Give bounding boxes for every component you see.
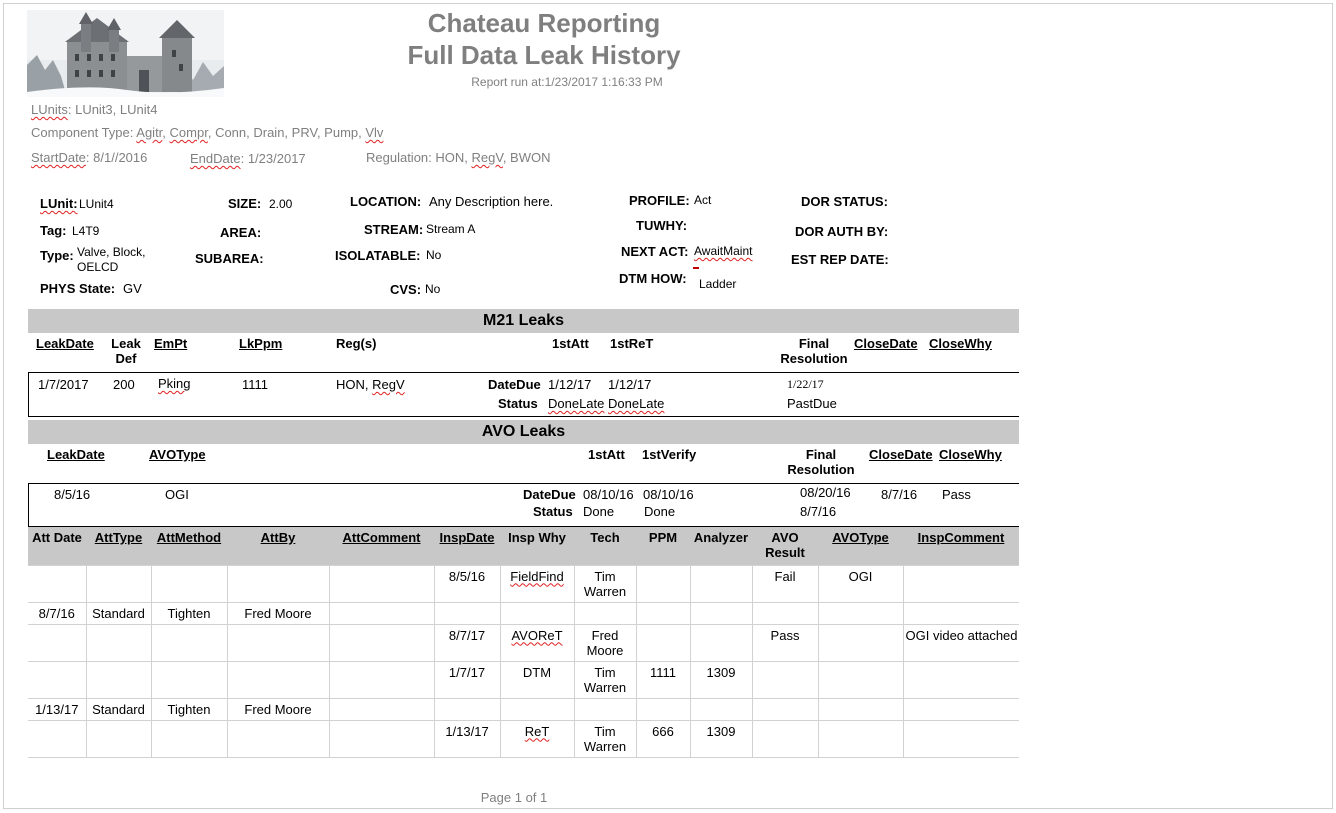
filter-regulation [366,150,551,165]
m21-col-leakdef [106,336,146,366]
cell-att-comment [329,720,434,757]
col-avo-type: AVOType [818,527,903,565]
tuwhy-label: TUWHY: [636,218,688,233]
cell-insp-why: DTM [500,661,574,698]
filter-component-type: Component Type: Agitr, Compr, Conn, Drain, PRV, Pump, Vlv [31,125,384,140]
cell-analyzer [690,565,752,602]
tag-label: Tag: [40,223,67,238]
cell-insp-why [500,698,574,720]
cell-att-method: Tighten [151,602,227,624]
cell-avo-result [752,602,818,624]
cell-avo-result: Fail [752,565,818,602]
table-row [28,720,1019,757]
cell-insp-comment: OGI video attached [903,624,1019,661]
profile-value: Act [694,193,712,207]
cell-insp-comment [903,661,1019,698]
m21-col-final-line1: Final [798,336,830,351]
table-row [28,698,1019,720]
filter-component-agitr: Agitr [136,125,163,140]
m21-leaks-header: M21 Leaks [28,309,1019,333]
cell-avo-type [818,602,903,624]
m21-row-regs-hon: HON, [336,377,373,392]
col-insp-why: Insp Why [500,527,574,565]
avo-row-leakdate: 8/5/16 [54,487,91,502]
m21-row-final-due: 1/22/17 [787,377,824,391]
cell-avo-type [818,720,903,757]
m21-row-att-status: DoneLate [548,396,605,411]
m21-col-regs: Reg(s) [336,336,377,351]
cell-att-method [151,661,227,698]
dor-auth-label: DOR AUTH BY: [795,224,889,239]
m21-col-1statt: 1stAtt [552,336,589,351]
m21-col-empt: EmPt [154,336,188,351]
col-att-comment: AttComment [329,527,434,565]
cell-avo-result: Pass [752,624,818,661]
cell-att-by [227,720,329,757]
cell-att-type [86,661,151,698]
phys-state-label: PHYS State: [40,281,116,296]
stream-value: Stream A [426,222,476,236]
filter-lunits-value: : LUnit3, LUnit4 [67,102,158,117]
table-row [28,661,1019,698]
avo-col-closewhy: CloseWhy [939,447,1002,462]
cell-avo-type [818,698,903,720]
spell-mark-icon [693,267,699,269]
cell-att-type [86,624,151,661]
next-act-value: AwaitMaint [694,244,753,258]
cell-insp-comment [903,602,1019,624]
stream-label: STREAM: [364,222,424,237]
cell-att-by [227,565,329,602]
location-value: Any Description here. [429,194,554,209]
filter-start-date [31,150,147,165]
filter-end-date [190,151,306,166]
cell-att-comment [329,624,434,661]
filter-end-value: : 1/23/2017 [240,151,306,166]
m21-row-final-status: PastDue [787,396,837,411]
m21-col-final-line2: Resolution [780,351,848,366]
cell-avo-result [752,661,818,698]
attempts-table [28,527,1019,758]
col-att-type: AttType [86,527,151,565]
report-title-2: Full Data Leak History [407,40,681,70]
cell-att-date: 1/13/17 [28,698,86,720]
avo-row-att-due: 08/10/16 [583,487,634,502]
col-insp-date: InspDate [434,527,500,565]
cell-tech: Fred Moore [574,624,636,661]
m21-row-status-label: Status [498,396,538,411]
cell-tech [574,698,636,720]
cell-ppm [636,698,690,720]
avo-row-att-status: Done [583,504,615,519]
cell-ppm [636,565,690,602]
cell-att-type [86,720,151,757]
m21-col-closedate: CloseDate [854,336,918,351]
lunit-value: LUnit4 [79,197,114,211]
m21-col-leakdef-line1: Leak [111,336,141,351]
avo-col-final-resolution [783,447,859,477]
subarea-label: SUBAREA: [195,251,264,266]
avo-col-1stverify: 1stVerify [642,447,697,462]
filter-lunits [31,102,157,117]
cell-insp-date: 1/13/17 [434,720,500,757]
m21-row-regs [336,377,405,392]
cell-att-date [28,624,86,661]
filter-regulation-label: Regulation: HON, [366,150,472,165]
phys-state-value: GV [123,281,142,296]
col-analyzer: Analyzer [690,527,752,565]
cell-avo-result [752,720,818,757]
m21-col-leakdef-line2: Def [115,351,137,366]
dor-status-label: DOR STATUS: [801,194,888,209]
size-value: 2.00 [269,197,293,211]
cell-att-by [227,624,329,661]
cvs-value: No [425,282,441,296]
isolatable-value: No [426,248,442,262]
cell-att-by: Fred Moore [227,602,329,624]
location-label: LOCATION: [350,194,422,209]
page-number: Page 1 of 1 [480,790,548,805]
filter-end-label: EndDate [190,151,241,166]
avo-col-leakdate: LeakDate [47,447,105,462]
table-row [28,602,1019,624]
report-title-1: Chateau Reporting [427,8,661,38]
cell-att-date [28,565,86,602]
type-value-2: OELCD [77,260,119,274]
lunit-label: LUnit: [40,196,78,211]
cvs-label: CVS: [390,282,422,297]
avo-row-final-status: 8/7/16 [800,504,837,519]
cell-att-type [86,565,151,602]
avo-col-1statt: 1stAtt [588,447,625,462]
filter-regulation-regv: RegV [471,150,503,165]
cell-att-comment [329,661,434,698]
cell-ppm [636,602,690,624]
dtm-how-label: DTM HOW: [619,271,687,286]
avo-col-avotype: AVOType [149,447,206,462]
table-row [28,624,1019,661]
cell-insp-why [500,602,574,624]
cell-ppm [636,624,690,661]
cell-att-type: Standard [86,698,151,720]
col-att-date: Att Date [28,527,86,565]
avo-col-final-line1: Final [805,447,837,462]
m21-col-1stret: 1stReT [610,336,654,351]
cell-analyzer [690,698,752,720]
table-row [28,565,1019,602]
castle-logo-image [27,10,224,97]
m21-row-empt: Pking [158,376,191,391]
filter-start-label: StartDate [31,150,86,165]
cell-att-type: Standard [86,602,151,624]
cell-insp-why: ReT [500,720,574,757]
cell-insp-comment [903,565,1019,602]
cell-att-by [227,661,329,698]
size-label: SIZE: [228,196,262,211]
cell-insp-date [434,698,500,720]
type-value-1: Valve, Block, [77,245,146,259]
profile-label: PROFILE: [629,193,690,208]
tag-value: L4T9 [72,224,100,238]
cell-insp-why: FieldFind [500,565,574,602]
col-avo-result: AVO Result [752,527,818,565]
avo-col-final-line2: Resolution [787,462,855,477]
cell-tech: Tim Warren [574,565,636,602]
cell-tech: Tim Warren [574,720,636,757]
m21-row-leakdef: 200 [113,377,135,392]
cell-avo-type [818,624,903,661]
m21-col-closewhy: CloseWhy [929,336,992,351]
filter-lunits-label: LUnits [31,102,68,117]
cell-att-date: 8/7/16 [28,602,86,624]
avo-row-status-label: Status [533,504,573,519]
m21-row-leakdate: 1/7/2017 [38,377,89,392]
cell-tech: Tim Warren [574,661,636,698]
type-label: Type: [40,248,74,263]
avo-row-final-due: 08/20/16 [800,485,851,500]
report-run-timestamp: Report run at:1/23/2017 1:16:33 PM [471,75,663,89]
cell-insp-date: 8/5/16 [434,565,500,602]
col-insp-comment: InspComment [903,527,1019,565]
filter-component-compr: Compr [169,125,208,140]
filter-component-vlv: Vlv [365,125,384,140]
area-label: AREA: [220,225,262,240]
avo-row-verify-status: Done [644,504,676,519]
cell-analyzer: 1309 [690,661,752,698]
cell-ppm: 666 [636,720,690,757]
col-ppm: PPM [636,527,690,565]
m21-row-lkppm: 1111 [242,377,269,392]
avo-row-verify-due: 08/10/16 [643,487,694,502]
filter-regulation-rest: , BWON [502,150,551,165]
cell-insp-date [434,602,500,624]
cell-att-method: Tighten [151,698,227,720]
cell-att-date [28,661,86,698]
filter-component-rest: Conn, Drain, PRV, Pump, [215,125,366,140]
col-att-method: AttMethod [151,527,227,565]
cell-att-method [151,565,227,602]
cell-avo-result [752,698,818,720]
cell-att-method [151,720,227,757]
avo-row-avotype: OGI [165,487,189,502]
avo-row-datedue-label: DateDue [523,487,576,502]
cell-att-comment [329,602,434,624]
col-tech: Tech [574,527,636,565]
cell-insp-date: 8/7/17 [434,624,500,661]
cell-avo-type [818,661,903,698]
m21-col-leakdate: LeakDate [36,336,94,351]
cell-analyzer: 1309 [690,720,752,757]
filter-component-label: Component Type: [31,125,137,140]
m21-col-lkppm: LkPpm [239,336,283,351]
isolatable-label: ISOLATABLE: [335,248,421,263]
m21-row-ret-status: DoneLate [608,396,665,411]
next-act-label: NEXT ACT: [621,244,689,259]
m21-row-ret-due: 1/12/17 [608,377,652,392]
cell-att-by: Fred Moore [227,698,329,720]
cell-att-method [151,624,227,661]
m21-row-datedue-label: DateDue [488,377,541,392]
cell-analyzer [690,624,752,661]
avo-row-closedate: 8/7/16 [881,487,918,502]
cell-insp-comment [903,698,1019,720]
cell-insp-date: 1/7/17 [434,661,500,698]
cell-att-comment [329,565,434,602]
cell-att-date [28,720,86,757]
m21-col-final-resolution [776,336,852,366]
dtm-how-value: Ladder [699,277,737,291]
est-rep-date-label: EST REP DATE: [791,252,889,267]
cell-analyzer [690,602,752,624]
cell-avo-type: OGI [818,565,903,602]
cell-tech [574,602,636,624]
avo-col-closedate: CloseDate [869,447,933,462]
attempts-header-row [28,527,1019,565]
cell-att-comment [329,698,434,720]
cell-insp-why: AVOReT [500,624,574,661]
m21-row-regs-regv: RegV [372,377,405,392]
col-att-by: AttBy [227,527,329,565]
avo-leaks-header: AVO Leaks [28,420,1019,444]
avo-row-closewhy: Pass [942,487,971,502]
cell-ppm: 1111 [636,661,690,698]
filter-start-value: : 8/1//2016 [85,150,148,165]
m21-row-att-due: 1/12/17 [548,377,592,392]
cell-insp-comment [903,720,1019,757]
